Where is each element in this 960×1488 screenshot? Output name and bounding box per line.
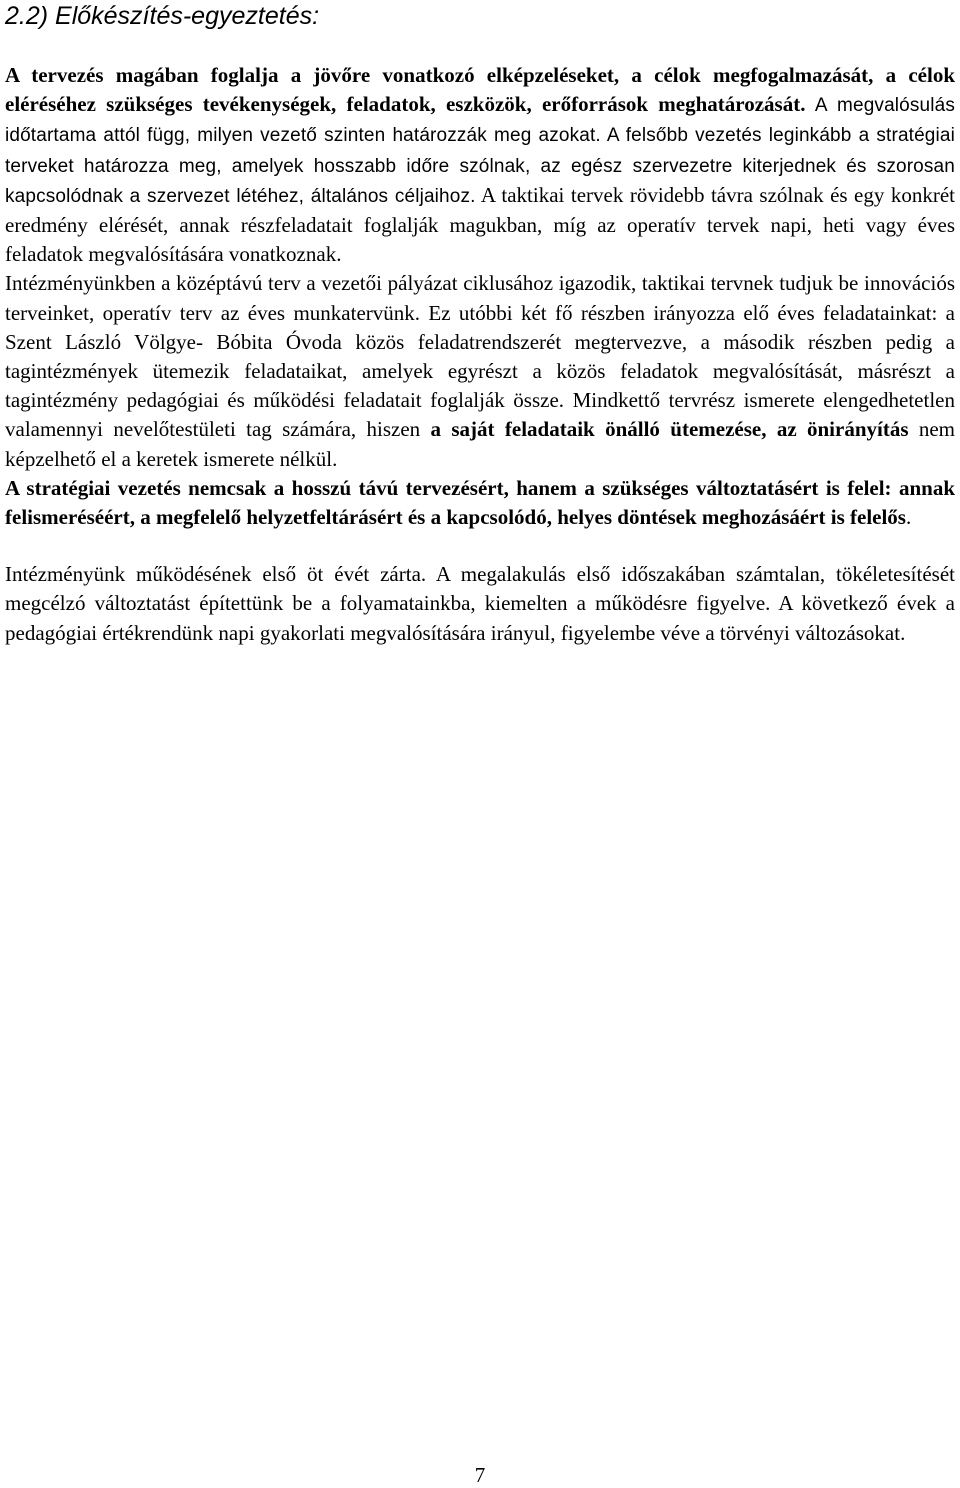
strategic-leadership-bold: A stratégiai vezetés nemcsak a hosszú távú tervezésért, hanem a szükséges változtatásért is felel: annak felismeréséért, a megfelelő helyzetfeltárásért és a kapcsolódó, helyes döntések meghozásáért is felelős — [5, 475, 955, 530]
document-body — [5, 61, 955, 648]
strategic-leadership-tail: . — [905, 505, 912, 530]
planning-intro-bold: A tervezés magában foglalja a jövőre vonatkozó elképzeléseket, a célok megfogalmazását, a célok eléréséhez szükséges tevékenységek, feladatok, eszközök, erőforrások meghatározását. — [5, 63, 955, 117]
paragraph-strategic-leadership — [5, 474, 955, 532]
page-number: 7 — [474, 1463, 486, 1487]
institution-plans-tail: nem képzelhető el a keretek ismerete nélkül. — [5, 417, 956, 471]
five-years-text: Intézményünk működésének első öt évét zárta. A megalakulás első időszakában számtalan, tökéletesítését megcélzó változtatást építettünk be a folyamatainkba, kiemelten a működésre figyelve. A következő évek a pedagógiai értékrendünk napi gyakorlati megvalósítására irányul, figyelembe véve a törvényi változásokat. — [5, 562, 955, 645]
section-heading: 2.2) Előkészítés-egyeztetés: — [5, 2, 320, 30]
institution-plans-text: Intézményünkben a középtávú terv a vezetői pályázat ciklusához igazodik, taktikai tervnek tudjuk be innovációs terveinket, operatív terv az éves munkatervünk. Ez utóbbi két fő részben irányozza elő éves feladatainkat: a Szent László Völgye- Bóbita Óvoda közös feladatrendszerét megtervezve, a második részben pedig a tagintézmények ütemezik feladataikat, amelyek egyrészt a közös feladatok megvalósítását, másrészt a tagintézmény pedagógiai és működési feladatait foglalják össze. Mindkettő tervrész ismerete elengedhetetlen valamennyi nevelőtestületi tag számára, hiszen — [5, 271, 955, 442]
planning-duration-text: A megvalósulás időtartama attól függ, milyen vezető szinten határozzák meg azokat. A felsőbb vezetés leginkább a stratégiai terveket határozza meg, amelyek hosszabb időre szólnak, az egész szervezetre kiterjednek és szorosan kapcsolódnak a szervezet létéhez, általános céljaihoz. — [5, 95, 955, 207]
institution-plans-bold: a saját feladataik önálló ütemezése, az önirányítás — [430, 417, 909, 442]
planning-tactical-text: A taktikai tervek rövidebb távra szólnak és egy konkrét eredmény elérését, annak részfeladatait foglalják magukban, míg az operatív tervek napi, heti vagy éves feladatok megvalósítására vonatkoznak. — [5, 182, 956, 267]
paragraph-five-years — [5, 560, 955, 648]
paragraph-planning — [5, 61, 955, 269]
paragraph-institution-plans — [5, 269, 955, 473]
paragraph-spacer — [5, 532, 955, 560]
